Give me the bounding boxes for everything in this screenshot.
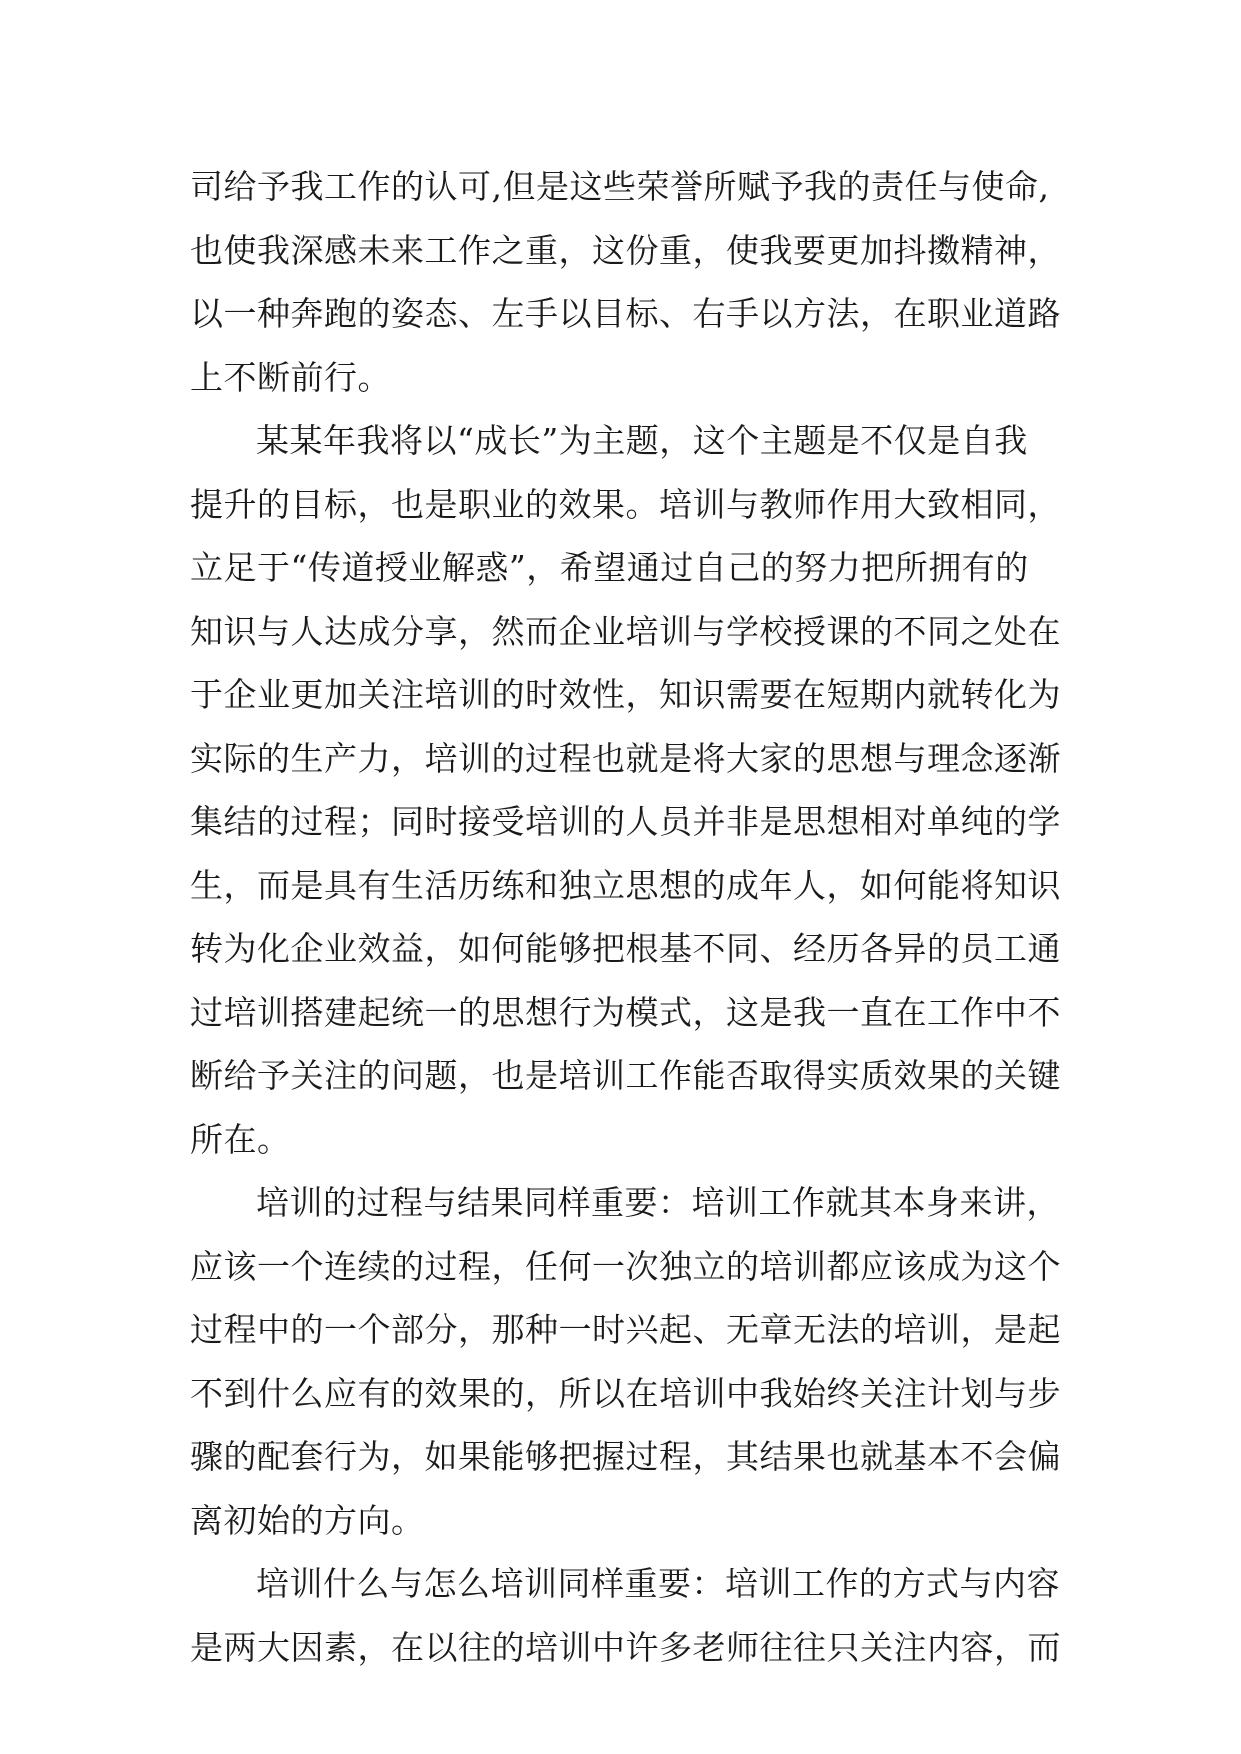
- text-line: 集结的过程；同时接受培训的人员并非是思想相对单纯的学: [190, 802, 1061, 841]
- text-line: 是两大因素，在以往的培训中许多老师往往只关注内容，而: [190, 1627, 1061, 1667]
- text-line: 应该一个连续的过程，任何一次独立的培训都应该成为这个: [190, 1246, 1061, 1286]
- text-line: 转为化企业效益，如何能够把根基不同、经历各异的员工通: [190, 929, 1061, 968]
- paragraph-first-line: 培训什么与怎么培训同样重要：培训工作的方式与内容: [256, 1564, 1060, 1603]
- text-line: 提升的目标，也是职业的效果。培训与教师作用大致相同，: [190, 484, 1061, 524]
- text-line: 骤的配套行为，如果能够把握过程，其结果也就基本不会偏: [190, 1437, 1061, 1476]
- paragraph-first-line: 培训的过程与结果同样重要：培训工作就其本身来讲，: [256, 1183, 1060, 1222]
- text-line: 立足于“传道授业解惑”，希望通过自己的努力把所拥有的: [190, 548, 1029, 587]
- text-line: 也使我深感未来工作之重，这份重，使我要更加抖擞精神，: [190, 230, 1061, 270]
- text-line: 所在。: [190, 1119, 291, 1159]
- text-line: 实际的生产力，培训的过程也就是将大家的思想与理念逐渐: [190, 738, 1061, 778]
- text-line: 过培训搭建起统一的思想行为模式，这是我一直在工作中不: [190, 992, 1061, 1032]
- text-line: 司给予我工作的认可,但是这些荣誉所赋予我的责任与使命,: [190, 167, 1050, 206]
- paragraph-first-line: 某某年我将以“成长”为主题，这个主题是不仅是自我: [256, 421, 1028, 460]
- document-body: [190, 155, 1070, 1679]
- text-line: 过程中的一个部分，那种一时兴起、无章无法的培训，是起: [190, 1310, 1061, 1349]
- text-line: 断给予关注的问题，也是培训工作能否取得实质效果的关键: [190, 1056, 1061, 1095]
- text-line: 以一种奔跑的姿态、左手以目标、右手以方法，在职业道路: [190, 294, 1061, 333]
- text-line: 上不断前行。: [190, 357, 391, 397]
- text-line: 不到什么应有的效果的，所以在培训中我始终关注计划与步: [190, 1373, 1061, 1413]
- text-line: 离初始的方向。: [190, 1500, 425, 1540]
- text-line: 知识与人达成分享，然而企业培训与学校授课的不同之处在: [190, 611, 1061, 651]
- text-line: 生，而是具有生活历练和独立思想的成年人，如何能将知识: [190, 865, 1061, 905]
- text-line: 于企业更加关注培训的时效性，知识需要在短期内就转化为: [190, 675, 1061, 714]
